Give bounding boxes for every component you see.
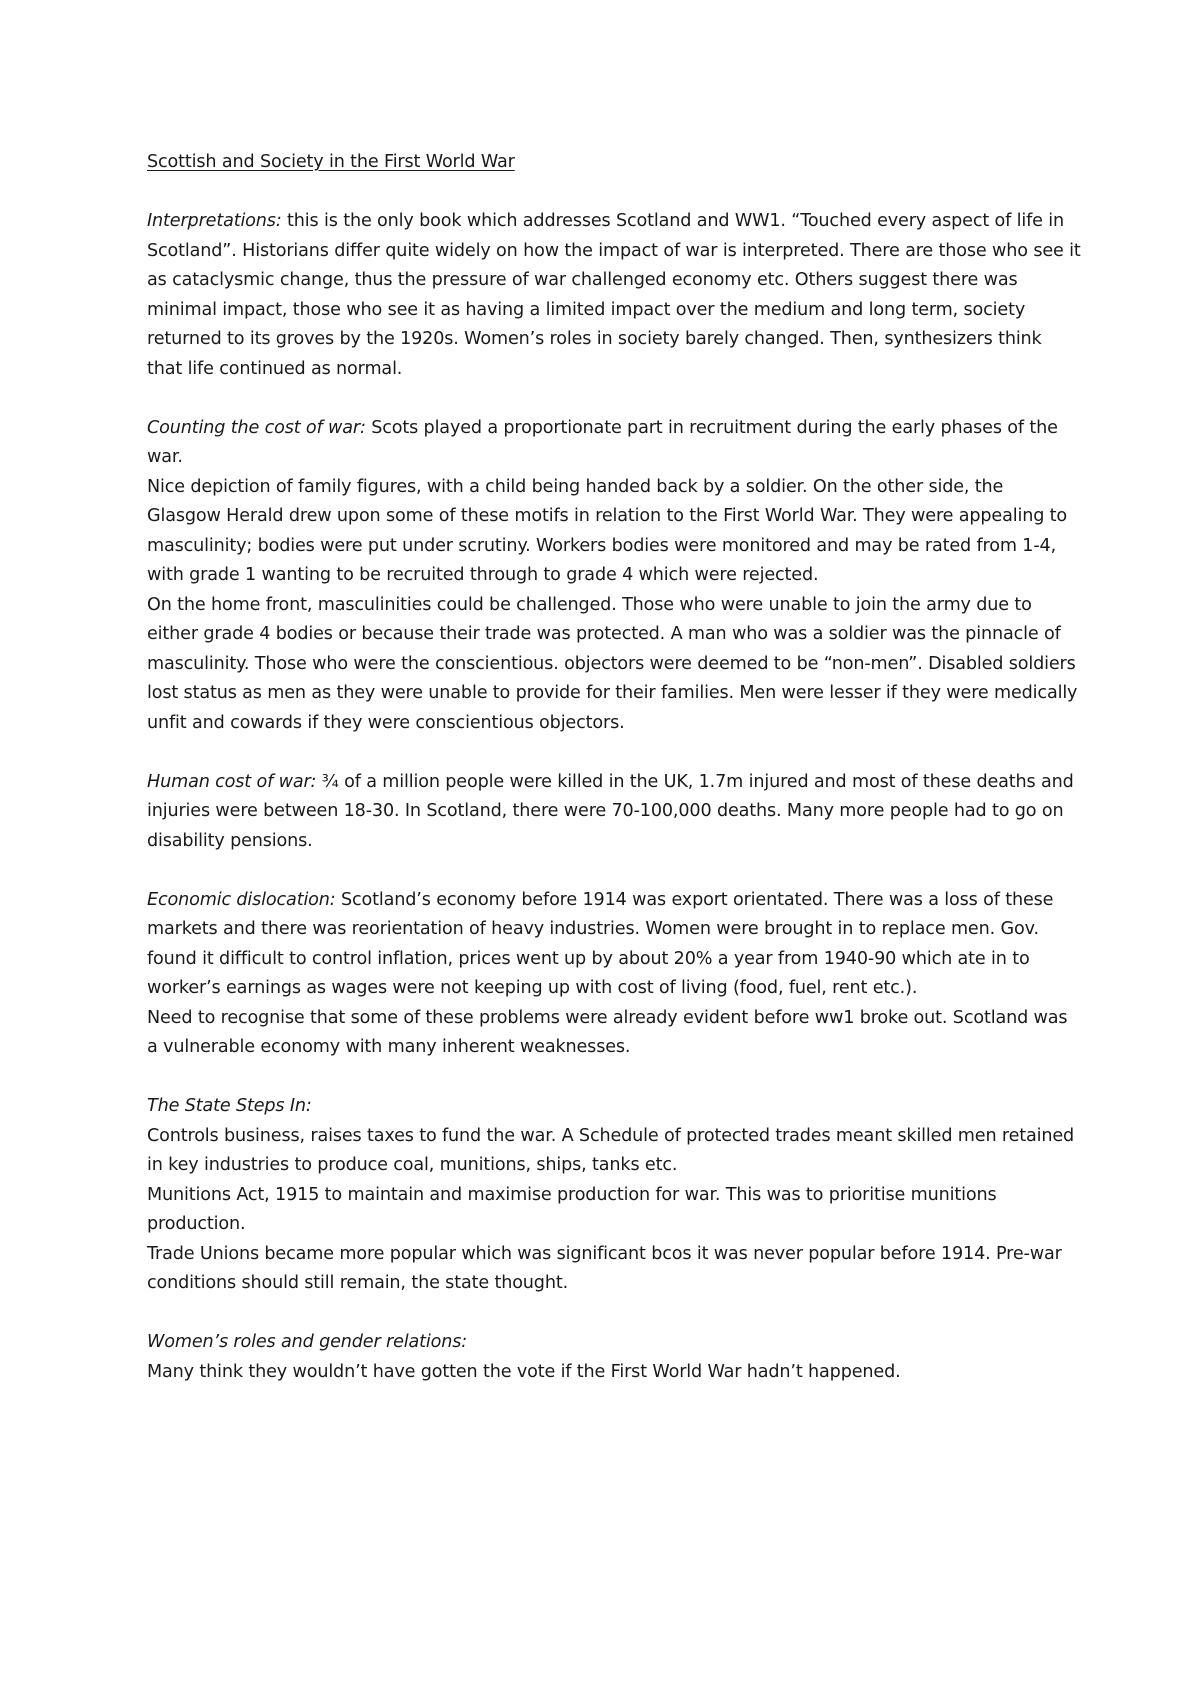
section-counting-cost-of-war — [147, 414, 1082, 739]
section-paragraph — [147, 414, 1082, 473]
document-body — [147, 148, 1082, 1417]
section-heading: Human cost of war: — [147, 771, 317, 792]
section-heading: Economic dislocation: — [147, 889, 336, 910]
section-womens-roles — [147, 1328, 1082, 1387]
section-human-cost-of-war — [147, 768, 1082, 857]
document-title: Scottish and Society in the First World War — [147, 152, 515, 172]
section-paragraph: Nice depiction of family figures, with a child being handed back by a soldier. On the other side, the Glasgow Herald drew upon some of these motifs in relation to the First World War. They were appealing to masculinity; bodies were put under scrutiny. Workers bodies were monitored and may be rated from 1-4, with grade 1 wanting to be recruited through to grade 4 which were rejected. — [147, 476, 1068, 585]
section-paragraph — [147, 768, 1082, 857]
section-heading: Interpretations: — [147, 211, 282, 231]
section-interpretations — [147, 207, 1082, 384]
section-paragraph-text: ¾ of a million people were killed in the UK, 1.7m injured and most of these deaths and injuries were between 18-30. In Scotland, there were 70-100,000 deaths. Many more people had to go on disability pensions. — [147, 771, 1074, 851]
section-paragraph: Controls business, raises taxes to fund the war. A Schedule of protected trades meant skilled men retained in key industries to produce coal, munitions, ships, tanks etc. — [147, 1125, 1075, 1175]
section-heading-line — [147, 1328, 1082, 1358]
section-heading: Counting the cost of war: — [147, 417, 366, 438]
section-paragraph — [147, 886, 1082, 1004]
section-paragraph-text: this is the only book which addresses Scotland and WW1. “Touched every aspect of life in Scotland”. Historians differ quite widely on how the impact of war is interpreted. There are those who see it as cataclysmic change, thus the pressure of war challenged economy etc. Others suggest there was minimal impact, those who see it as having a limited impact over the medium and long term, society returned to its groves by the 1920s. Women’s roles in society barely changed. Then, synthesizers think that life continued as normal. — [147, 211, 1081, 379]
section-paragraph-text: Scots played a proportionate part in recruitment during the early phases of the war. — [147, 417, 1058, 467]
section-heading: The State Steps In: — [147, 1096, 312, 1116]
section-paragraph: Many think they wouldn’t have gotten the vote if the First World War hadn’t happened. — [147, 1361, 901, 1382]
section-paragraph — [147, 207, 1082, 384]
section-state-steps-in — [147, 1092, 1082, 1299]
section-paragraph: Trade Unions became more popular which was significant bcos it was never popular before 1914. Pre-war conditions should still remain, the state thought. — [147, 1243, 1062, 1293]
section-paragraph-text: Scotland’s economy before 1914 was export orientated. There was a loss of these markets and there was reorientation of heavy industries. Women were brought in to replace men. Gov. found it difficult to control inflation, prices went up by about 20% a year from 1940-90 which ate in to worker’s earnings as wages were not keeping up with cost of living (food, fuel, rent etc.). — [147, 889, 1054, 998]
section-paragraph: Munitions Act, 1915 to maintain and maximise production for war. This was to prioritise munitions production. — [147, 1184, 997, 1234]
section-paragraph: Need to recognise that some of these problems were already evident before ww1 broke out. Scotland was a vulnerable economy with many inherent weaknesses. — [147, 1007, 1068, 1057]
section-heading: Women’s roles and gender relations: — [147, 1332, 468, 1352]
section-paragraph: On the home front, masculinities could be challenged. Those who were unable to join the army due to either grade 4 bodies or because their trade was protected. A man who was a soldier was the pinnacle of masculinity. Those who were the conscientious. objectors were deemed to be “non-men”. Disabled soldiers lost status as men as they were unable to provide for their families. Men were lesser if they were medically unfit and cowards if they were conscientious objectors. — [147, 594, 1078, 733]
section-heading-line — [147, 1092, 1082, 1122]
section-economic-dislocation — [147, 886, 1082, 1063]
